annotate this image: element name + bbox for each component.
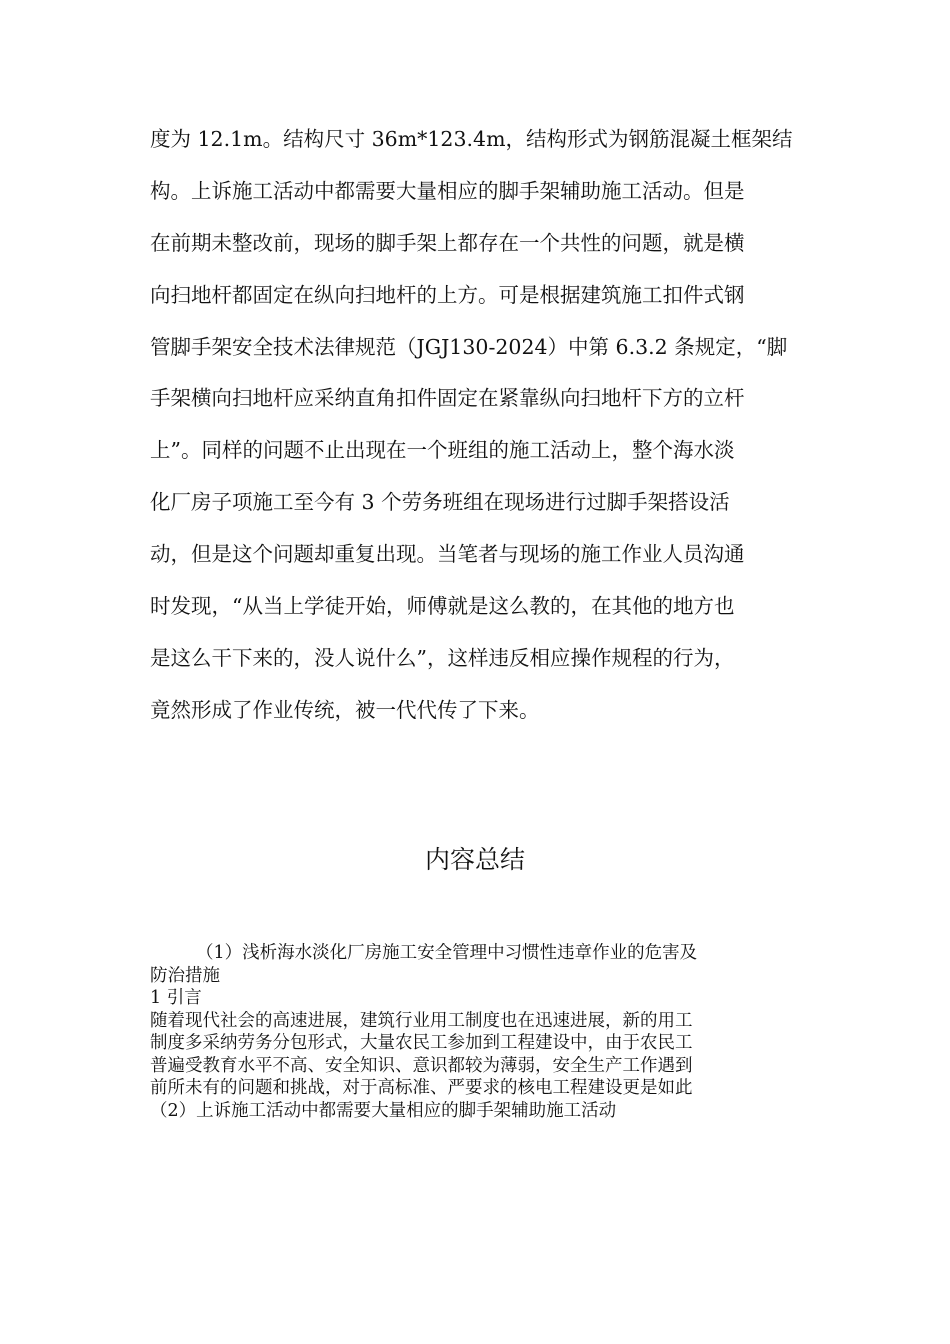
- body-line: 上”。同样的问题不止出现在一个班组的施工活动上，整个海水淡: [150, 438, 735, 463]
- body-line: 在前期未整改前，现场的脚手架上都存在一个共性的问题，就是横: [150, 230, 745, 255]
- body-line: 手架横向扫地杆应采纳直角扣件固定在紧靠纵向扫地杆下方的立杆: [150, 386, 745, 411]
- body-paragraph: [150, 118, 802, 741]
- summary-line: 1 引言: [150, 988, 202, 1008]
- summary-title: 内容总结: [424, 845, 525, 874]
- body-line: 化厂房子项施工至今有 3 个劳务班组在现场进行过脚手架搭设活: [150, 490, 730, 515]
- summary-line: 随着现代社会的高速进展，建筑行业用工制度也在迅速进展，新的用工: [150, 1010, 693, 1031]
- body-line: 向扫地杆都固定在纵向扫地杆的上方。可是根据建筑施工扣件式钢: [150, 282, 745, 307]
- body-line: 动，但是这个问题却重复出现。当笔者与现场的施工作业人员沟通: [150, 542, 745, 567]
- summary-line: 普遍受教育水平不高、安全知识、意识都较为薄弱，安全生产工作遇到: [150, 1055, 693, 1076]
- body-line: 竟然形成了作业传统，被一代代传了下来。: [150, 697, 540, 722]
- body-line: 度为 12.1m。结构尺寸 36m*123.4m，结构形式为钢筋混凝土框架结: [150, 127, 793, 151]
- body-line: 管脚手架安全技术法律规范（JGJ130-2024）中第 6.3.2 条规定，“脚: [150, 334, 788, 359]
- body-line: 时发现，“从当上学徒开始，师傅就是这么教的，在其他的地方也: [150, 594, 735, 619]
- summary-line: 前所未有的问题和挑战，对于高标准、严要求的核电工程建设更是如此: [150, 1078, 693, 1098]
- summary-line: 防治措施: [150, 965, 220, 986]
- body-line: 是这么干下来的，没人说什么”，这样违反相应操作规程的行为，: [150, 645, 735, 670]
- summary-line: 制度多采纳劳务分包形式，大量农民工参加到工程建设中，由于农民工: [150, 1033, 693, 1053]
- summary-line: （2）上诉施工活动中都需要大量相应的脚手架辅助施工活动: [150, 1100, 617, 1121]
- body-line: 构。上诉施工活动中都需要大量相应的脚手架辅助施工活动。但是: [150, 178, 745, 203]
- summary-line: （1）浅析海水淡化厂房施工安全管理中习惯性违章作业的危害及: [196, 943, 698, 963]
- summary-block: [150, 942, 802, 1122]
